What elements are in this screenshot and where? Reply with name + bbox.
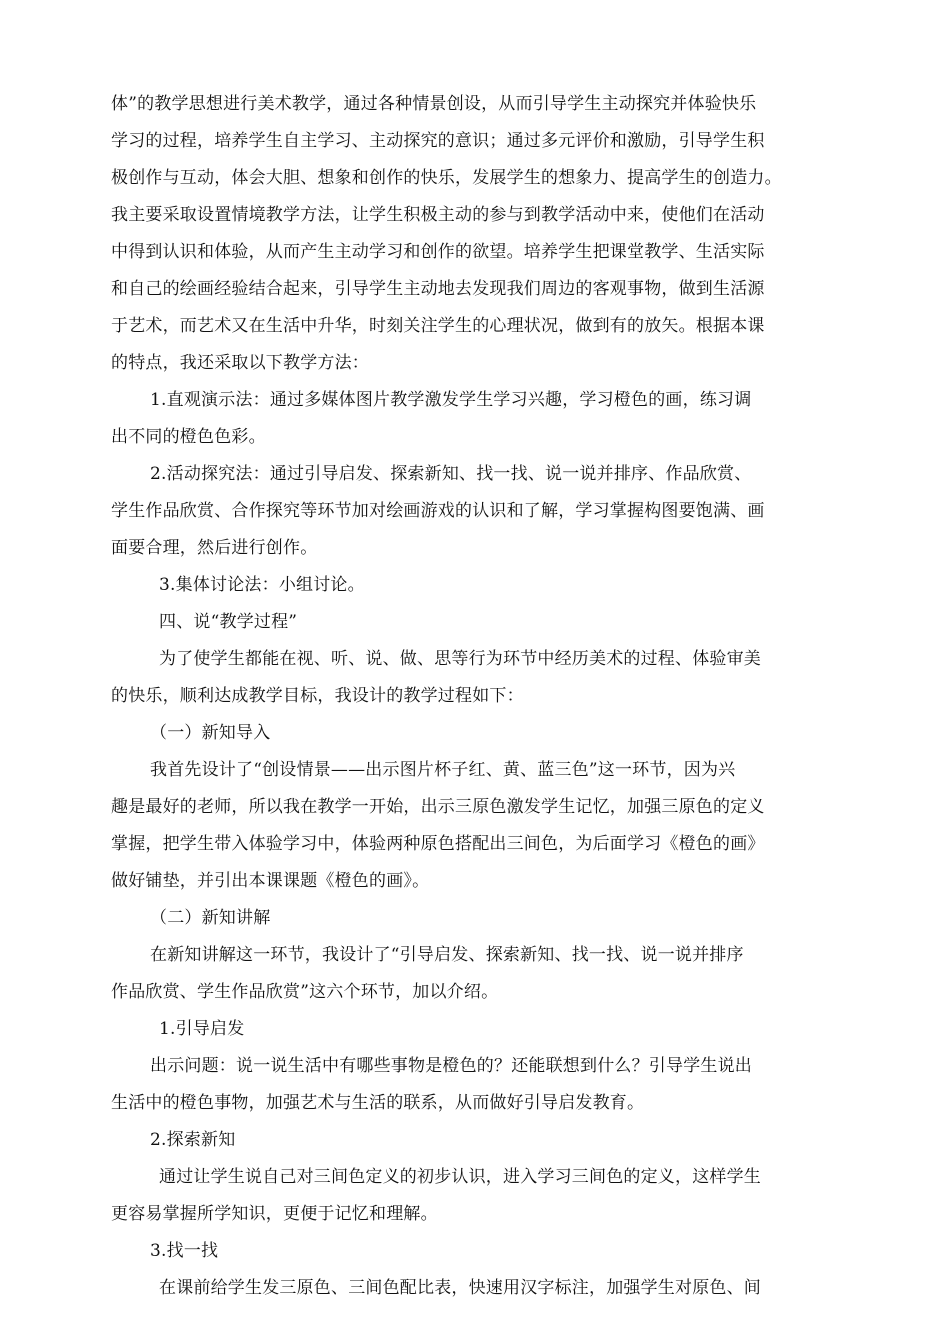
item-heading: 1.引导启发 xyxy=(159,1019,245,1039)
item-heading: 3.找一找 xyxy=(150,1241,219,1261)
text-line: 面要合理，然后进行创作。 xyxy=(111,538,318,558)
text-line: 做好铺垫，并引出本课课题《橙色的画》。 xyxy=(111,871,430,891)
text-line: 我首先设计了“创设情景——出示图片杯子红、黄、蓝三色”这一环节，因为兴 xyxy=(150,760,736,780)
item-heading: 2.探索新知 xyxy=(150,1130,236,1150)
text-line: 极创作与互动，体会大胆、想象和创作的快乐，发展学生的想象力、提高学生的创造力。 xyxy=(111,168,782,188)
text-line: 的快乐，顺利达成教学目标，我设计的教学过程如下： xyxy=(111,686,524,706)
text-line: 1.直观演示法：通过多媒体图片教学激发学生学习兴趣，学习橙色的画，练习调 xyxy=(150,390,752,410)
subsection-heading: （二）新知讲解 xyxy=(150,908,271,928)
text-line: 中得到认识和体验，从而产生主动学习和创作的欲望。培养学生把课堂教学、生活实际 xyxy=(111,242,765,262)
section-heading: 四、说“教学过程” xyxy=(159,612,298,632)
text-line: 为了使学生都能在视、听、说、做、思等行为环节中经历美术的过程、体验审美 xyxy=(159,649,761,669)
text-line: 2.活动探究法：通过引导启发、探索新知、找一找、说一说并排序、作品欣赏、 xyxy=(150,464,752,484)
text-line: 出不同的橙色色彩。 xyxy=(111,427,266,447)
text-line: 出示问题：说一说生活中有哪些事物是橙色的？还能联想到什么？引导学生说出 xyxy=(150,1056,752,1076)
text-line: 和自己的绘画经验结合起来，引导学生主动地去发现我们周边的客观事物，做到生活源 xyxy=(111,279,765,299)
text-line: 于艺术，而艺术又在生活中升华，时刻关注学生的心理状况，做到有的放矢。根据本课 xyxy=(111,316,765,336)
text-line: 在新知讲解这一环节，我设计了“引导启发、探索新知、找一找、说一说并排序 xyxy=(150,945,744,965)
text-line: 在课前给学生发三原色、三间色配比表，快速用汉字标注，加强学生对原色、间 xyxy=(159,1278,761,1298)
text-line: 我主要采取设置情境教学方法，让学生积极主动的参与到教学活动中来，使他们在活动 xyxy=(111,205,765,225)
text-line: 作品欣赏、学生作品欣赏”这六个环节，加以介绍。 xyxy=(111,982,499,1002)
text-line: 通过让学生说自己对三间色定义的初步认识，进入学习三间色的定义，这样学生 xyxy=(159,1167,761,1187)
text-line: 掌握，把学生带入体验学习中，体验两种原色搭配出三间色，为后面学习《橙色的画》 xyxy=(111,834,765,854)
text-line: 学生作品欣赏、合作探究等环节加对绘画游戏的认识和了解，学习掌握构图要饱满、画 xyxy=(111,501,765,521)
subsection-heading: （一）新知导入 xyxy=(150,723,271,743)
text-line: 的特点，我还采取以下教学方法： xyxy=(111,353,369,373)
text-line: 更容易掌握所学知识，更便于记忆和理解。 xyxy=(111,1204,438,1224)
text-line: 趣是最好的老师，所以我在教学一开始，出示三原色激发学生记忆，加强三原色的定义 xyxy=(111,797,765,817)
text-line: 3.集体讨论法：小组讨论。 xyxy=(159,575,365,595)
text-line: 生活中的橙色事物，加强艺术与生活的联系，从而做好引导启发教育。 xyxy=(111,1093,645,1113)
text-line: 学习的过程，培养学生自主学习、主动探究的意识；通过多元评价和激励，引导学生积 xyxy=(111,131,765,151)
text-line: 体”的教学思想进行美术教学，通过各种情景创设，从而引导学生主动探究并体验快乐 xyxy=(111,94,757,114)
